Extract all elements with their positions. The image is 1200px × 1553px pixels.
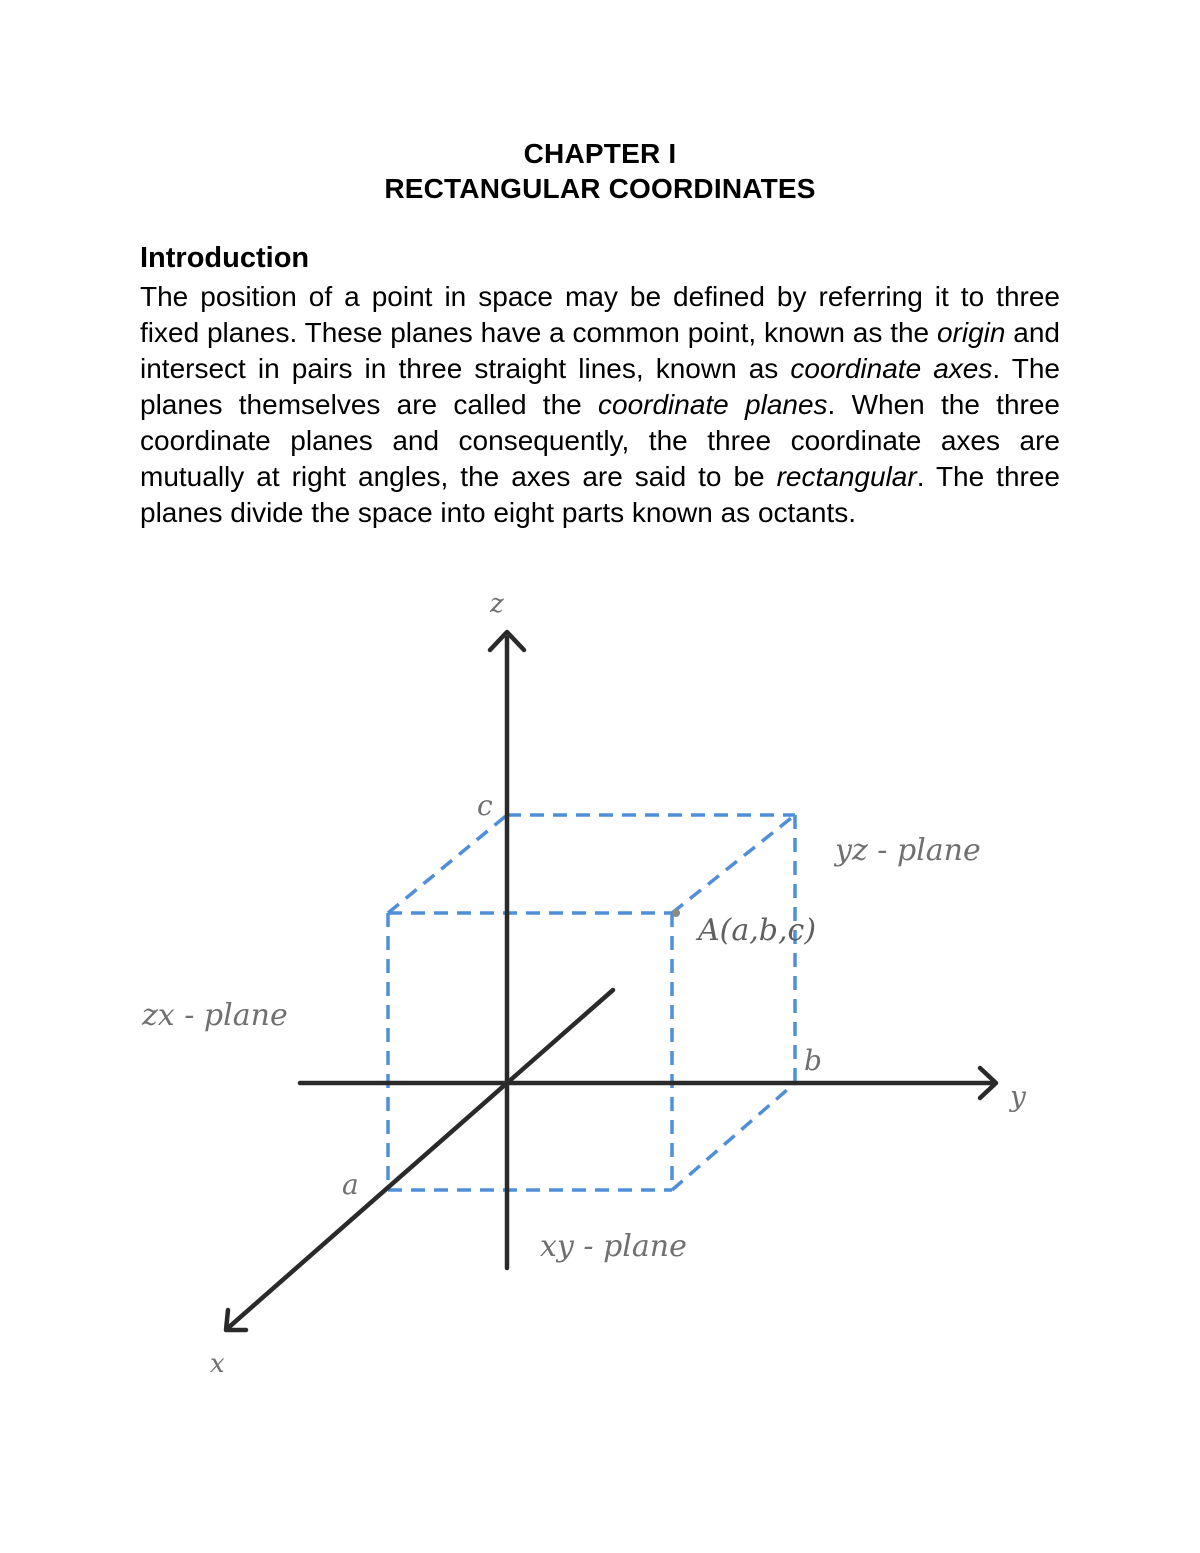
intercept-a-label: a <box>342 1168 359 1201</box>
box-edge-top-left-diagonal <box>388 815 507 913</box>
chapter-title: RECTANGULAR COORDINATES <box>384 173 816 204</box>
x-axis <box>228 990 613 1328</box>
point-a-label: A(a,b,c) <box>698 913 817 948</box>
chapter-heading <box>0 136 1200 206</box>
intro-paragraph <box>140 279 1060 531</box>
chapter-number: CHAPTER I <box>523 138 677 169</box>
section-title: Introduction <box>140 242 310 274</box>
paragraph-text: . The three planes divide the space into eight parts known as octants. <box>140 461 1060 528</box>
y-axis-arrowhead <box>980 1068 996 1098</box>
paragraph-text: and intersect in pairs in three straight lines, known as <box>140 317 1060 384</box>
term-origin: origin <box>936 317 1006 348</box>
zx-plane-label: zx - plane <box>142 998 288 1033</box>
term-coordinate-axes: coordinate axes <box>790 353 993 384</box>
coordinate-box <box>388 815 795 1190</box>
intercept-b-label: b <box>804 1044 822 1077</box>
yz-plane-label: yz - plane <box>835 833 981 868</box>
term-coordinate-planes: coordinate planes <box>598 389 828 420</box>
axes <box>226 632 996 1330</box>
box-edge-top-right-diagonal <box>672 815 795 913</box>
term-rectangular: rectangular <box>776 461 917 492</box>
xy-plane-label: xy - plane <box>540 1229 687 1264</box>
paragraph-text: . The planes themselves are called the <box>140 353 1060 420</box>
x-axis-label: x <box>210 1349 225 1379</box>
x-axis-arrowhead <box>226 1310 246 1330</box>
z-axis-arrowhead <box>490 632 524 650</box>
y-axis-label: y <box>1010 1080 1026 1113</box>
intercept-c-label: c <box>477 789 493 822</box>
paragraph-text: . When the three coordinate planes and consequently, the three coordinate axes are mutually at right angles, the axes are said to be <box>140 389 1060 492</box>
point-a-marker <box>672 909 680 917</box>
box-edge-bottom-right-diagonal <box>672 1083 795 1190</box>
z-axis-label: z <box>490 589 504 619</box>
paragraph-text: The position of a point in space may be defined by referring it to three fixed planes. These planes have a common point, known as the <box>140 281 1060 348</box>
